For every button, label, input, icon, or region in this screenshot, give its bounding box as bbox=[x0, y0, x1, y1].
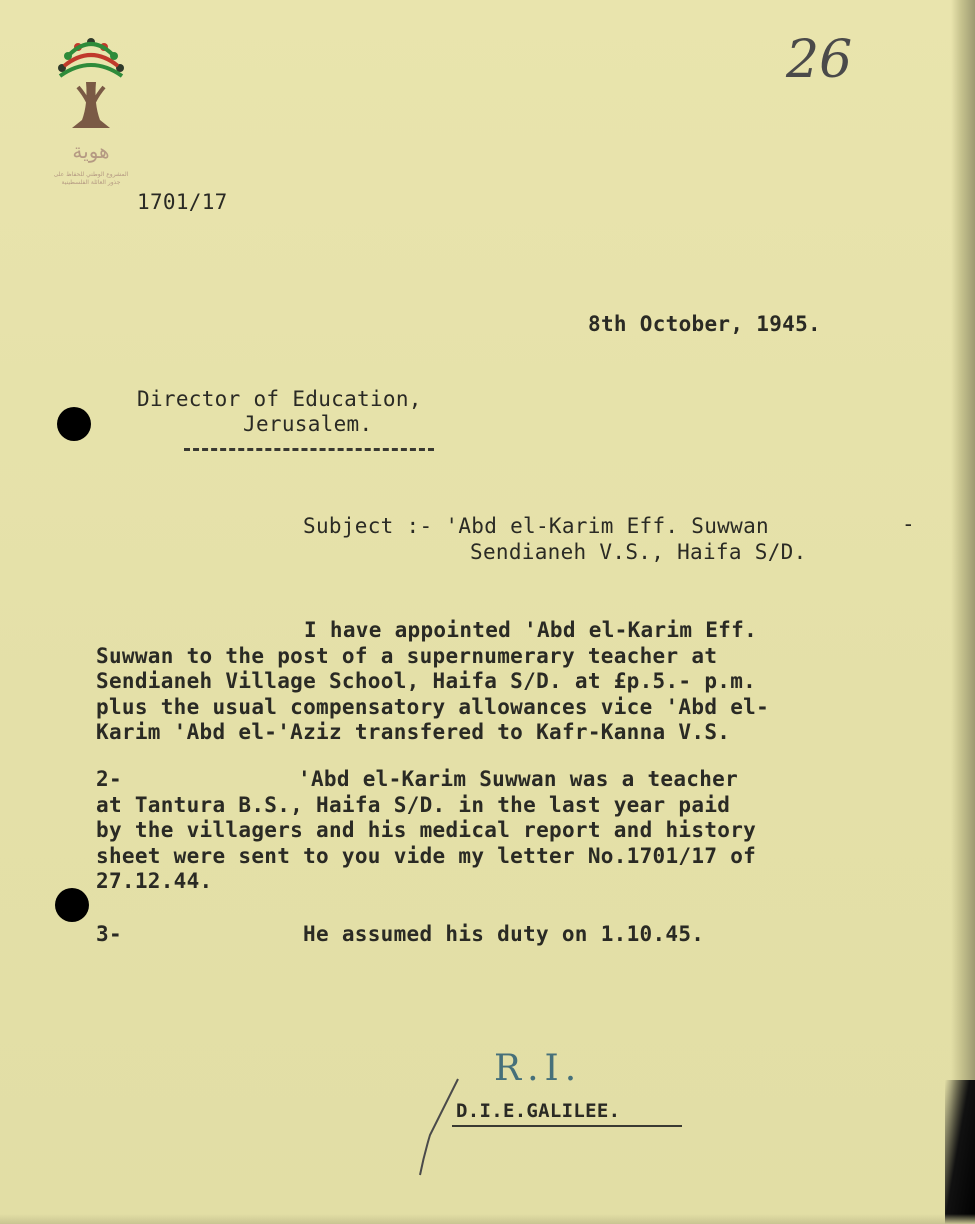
addressee-line-1: Director of Education, bbox=[137, 387, 422, 411]
signature-title: D.I.E.GALILEE. bbox=[456, 1100, 621, 1122]
punch-hole-bottom bbox=[55, 888, 89, 922]
paragraph-2: 'Abd el-Karim Suwwan was a teacher at Tantura B.S., Haifa S/D. in the last year paid by the villagers and his medical report and history sheet were sent to you vide my letter No.1701/17 of 27.12.44. bbox=[96, 767, 757, 893]
paper-right-edge bbox=[951, 0, 975, 1224]
paragraph-1: I have appointed 'Abd el-Karim Eff. Suwwan to the post of a supernumerary teacher at Sendianeh Village School, Haifa S/D. at £p.5.- p.m. plus the usual compensatory allowances vice 'Abd el- Karim 'Abd el-'Aziz transfered to Kafr-Kanna V.S. bbox=[96, 618, 770, 744]
addressee-underline bbox=[184, 448, 434, 451]
subject-trailing-mark: - bbox=[902, 512, 915, 536]
scan-dark-corner bbox=[945, 1080, 975, 1224]
punch-hole-top bbox=[57, 407, 91, 441]
letter-date: 8th October, 1945. bbox=[588, 312, 821, 336]
addressee-line-2: Jerusalem. bbox=[243, 412, 373, 436]
signature-initials: R.I. bbox=[494, 1048, 583, 1089]
subject-line-2: Sendianeh V.S., Haifa S/D. bbox=[470, 540, 807, 564]
svg-text:جذور العائلة الفلسطينية: جذور العائلة الفلسطينية bbox=[61, 179, 121, 186]
reference-number: 1701/17 bbox=[137, 190, 228, 214]
paragraph-3: He assumed his duty on 1.10.45. bbox=[303, 922, 705, 946]
paragraph-number-2: 2- bbox=[96, 767, 122, 791]
signature-underline bbox=[452, 1125, 682, 1127]
svg-text:هوية: هوية bbox=[72, 139, 110, 163]
paragraph-number-3: 3- bbox=[96, 922, 122, 946]
tree-logo-icon bbox=[48, 32, 134, 192]
subject-line-1: Subject :- 'Abd el-Karim Eff. Suwwan bbox=[303, 514, 769, 538]
paper-bottom-edge bbox=[0, 1214, 975, 1224]
page-number-handwritten: 26 bbox=[786, 30, 853, 90]
svg-text:المشروع الوطني للحفاظ على: المشروع الوطني للحفاظ على bbox=[53, 171, 129, 178]
signature-stroke bbox=[410, 1075, 470, 1180]
